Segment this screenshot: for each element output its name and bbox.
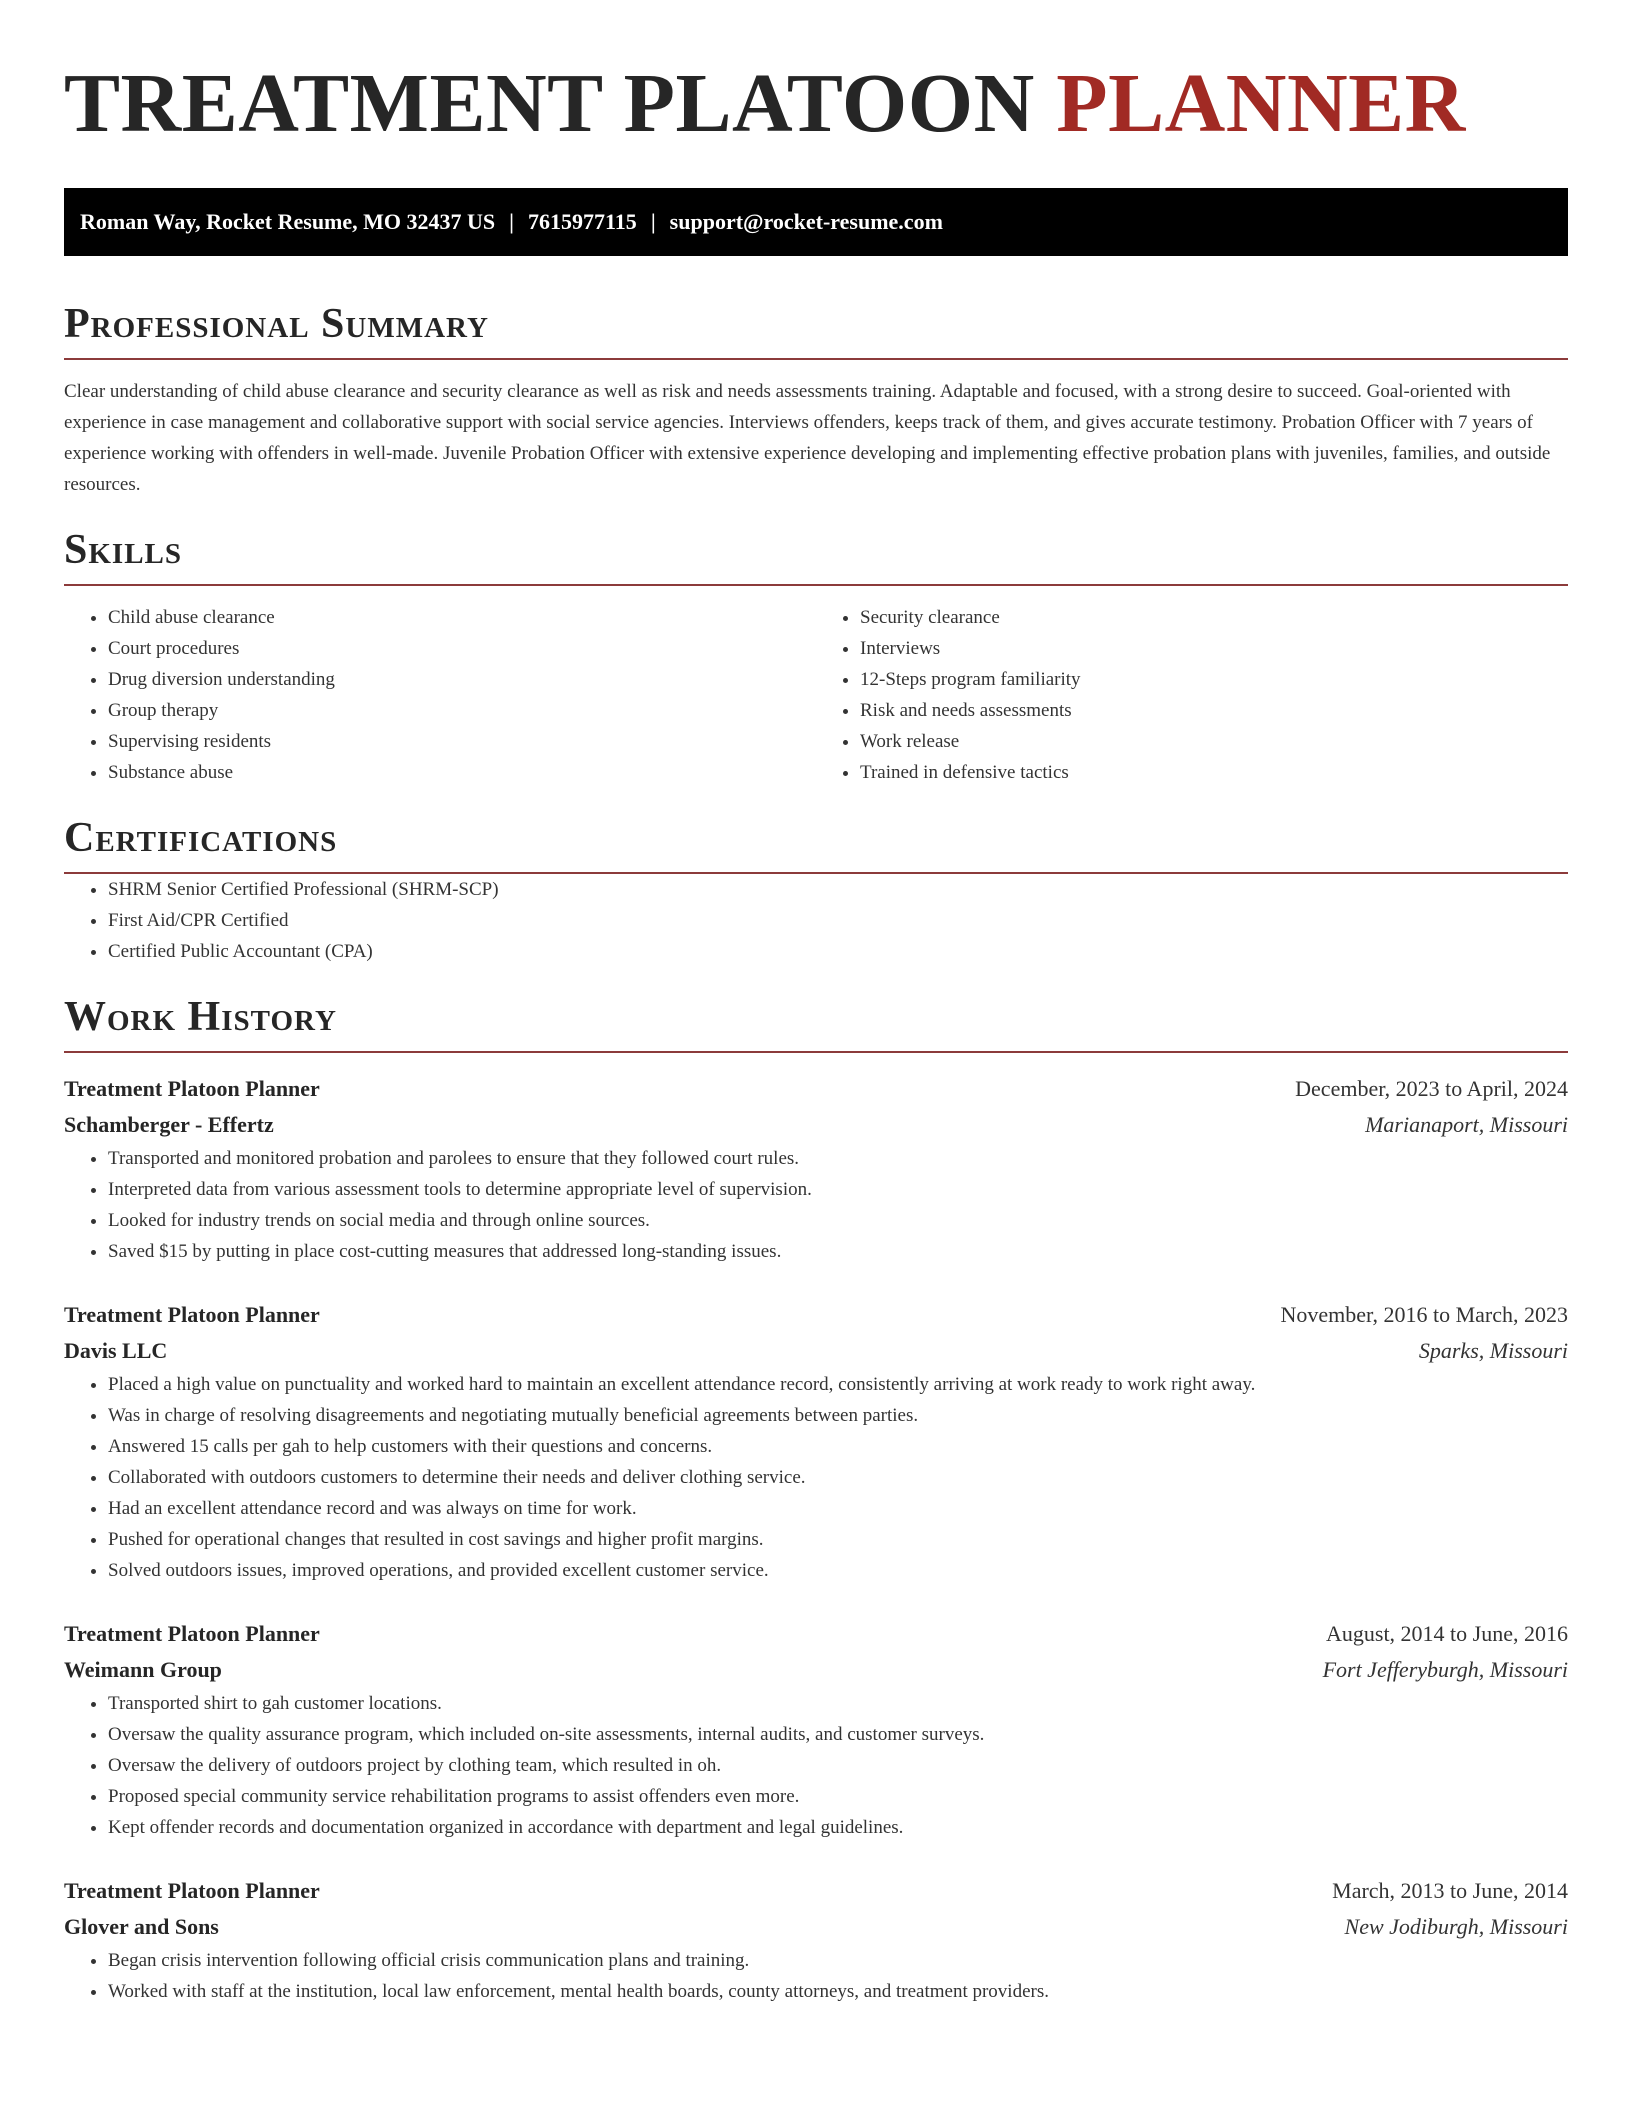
- contact-separator: |: [650, 209, 656, 234]
- job-duty: • Worked with staff at the institution, local law enforcement, mental health boards, county attorneys, and treatment providers.: [108, 1976, 1568, 2007]
- job-company: Glover and Sons: [64, 1914, 219, 1939]
- skill-item: • Supervising residents: [108, 726, 816, 757]
- skill-item: • Substance abuse: [108, 757, 816, 788]
- job-duty: • Proposed special community service rehabilitation programs to assist offenders even more.: [108, 1781, 1568, 1812]
- job-duty: • Was in charge of resolving disagreements and negotiating mutually beneficial agreements between parties.: [108, 1400, 1568, 1431]
- job-duty: • Looked for industry trends on social media and through online sources.: [108, 1205, 1568, 1236]
- job-entry: [64, 1873, 1568, 2007]
- job-company-row: [64, 1652, 1568, 1688]
- contact-bar: [64, 188, 1568, 256]
- job-duty: • Kept offender records and documentation organized in accordance with department and legal guidelines.: [108, 1812, 1568, 1843]
- skill-item: • Court procedures: [108, 633, 816, 664]
- skills-column-left: [64, 602, 816, 788]
- skill-item: • Risk and needs assessments: [860, 695, 1568, 726]
- contact-separator: |: [509, 209, 515, 234]
- job-location: Marianaport, Missouri: [1365, 1112, 1568, 1137]
- name-last: PLANNER: [1056, 57, 1466, 150]
- job-duties: [64, 1143, 1568, 1267]
- job-company-row: [64, 1107, 1568, 1143]
- job-header-row: [64, 1297, 1568, 1333]
- job-duty: • Began crisis intervention following official crisis communication plans and training.: [108, 1945, 1568, 1976]
- job-duty: • Collaborated with outdoors customers to determine their needs and deliver clothing service.: [108, 1462, 1568, 1493]
- job-company: Weimann Group: [64, 1657, 222, 1682]
- job-duty: • Answered 15 calls per gah to help customers with their questions and concerns.: [108, 1431, 1568, 1462]
- certifications-heading: Certifications: [64, 814, 1568, 874]
- job-duties: [64, 1369, 1568, 1586]
- job-dates: March, 2013 to June, 2014: [1332, 1878, 1568, 1903]
- job-entry: [64, 1071, 1568, 1267]
- job-duty: • Solved outdoors issues, improved operations, and provided excellent customer service.: [108, 1555, 1568, 1586]
- contact-address: Roman Way, Rocket Resume, MO 32437 US: [80, 209, 496, 234]
- job-location: New Jodiburgh, Missouri: [1344, 1914, 1568, 1939]
- job-duty: • Oversaw the quality assurance program, which included on-site assessments, internal audits, and customer surveys.: [108, 1719, 1568, 1750]
- skill-item: • Group therapy: [108, 695, 816, 726]
- job-duty: • Transported shirt to gah customer locations.: [108, 1688, 1568, 1719]
- job-dates: November, 2016 to March, 2023: [1280, 1302, 1568, 1327]
- job-header-row: [64, 1071, 1568, 1107]
- certification-item: • Certified Public Accountant (CPA): [108, 936, 1568, 967]
- job-dates: August, 2014 to June, 2016: [1326, 1621, 1568, 1646]
- resume-name: [64, 0, 1568, 152]
- skills-list: [64, 602, 1568, 788]
- job-entry: [64, 1616, 1568, 1843]
- skills-heading: Skills: [64, 526, 1568, 586]
- job-company-row: [64, 1333, 1568, 1369]
- certification-item: • SHRM Senior Certified Professional (SHRM-SCP): [108, 874, 1568, 905]
- job-company: Davis LLC: [64, 1338, 168, 1363]
- job-duty: • Placed a high value on punctuality and worked hard to maintain an excellent attendance record, consistently arriving at work ready to work right away.: [108, 1369, 1568, 1400]
- skill-item: • 12-Steps program familiarity: [860, 664, 1568, 695]
- contact-phone: 7615977115: [528, 209, 637, 234]
- job-duty: • Had an excellent attendance record and was always on time for work.: [108, 1493, 1568, 1524]
- job-company-row: [64, 1909, 1568, 1945]
- skill-item: • Interviews: [860, 633, 1568, 664]
- skill-item: • Trained in defensive tactics: [860, 757, 1568, 788]
- work-history-heading: Work History: [64, 993, 1568, 1053]
- job-header-row: [64, 1873, 1568, 1909]
- skill-item: • Drug diversion understanding: [108, 664, 816, 695]
- job-duties: [64, 1945, 1568, 2007]
- summary-heading: Professional Summary: [64, 300, 1568, 360]
- job-duty: • Transported and monitored probation and parolees to ensure that they followed court rules.: [108, 1143, 1568, 1174]
- contact-email: support@rocket-resume.com: [669, 209, 943, 234]
- skill-item: • Work release: [860, 726, 1568, 757]
- job-title: Treatment Platoon Planner: [64, 1878, 320, 1903]
- certifications-list: [64, 874, 1568, 967]
- job-dates: December, 2023 to April, 2024: [1295, 1076, 1568, 1101]
- job-duty: • Interpreted data from various assessment tools to determine appropriate level of supervision.: [108, 1174, 1568, 1205]
- name-first: TREATMENT PLATOON: [64, 57, 1035, 150]
- job-duties: [64, 1688, 1568, 1843]
- job-header-row: [64, 1616, 1568, 1652]
- job-location: Fort Jefferyburgh, Missouri: [1322, 1657, 1568, 1682]
- job-title: Treatment Platoon Planner: [64, 1621, 320, 1646]
- job-duty: • Oversaw the delivery of outdoors project by clothing team, which resulted in oh.: [108, 1750, 1568, 1781]
- certification-item: • First Aid/CPR Certified: [108, 905, 1568, 936]
- job-duty: • Pushed for operational changes that resulted in cost savings and higher profit margins.: [108, 1524, 1568, 1555]
- job-title: Treatment Platoon Planner: [64, 1302, 320, 1327]
- skills-column-right: [816, 602, 1568, 788]
- job-location: Sparks, Missouri: [1418, 1338, 1568, 1363]
- job-title: Treatment Platoon Planner: [64, 1076, 320, 1101]
- summary-text: Clear understanding of child abuse clearance and security clearance as well as risk and needs assessments training. Adaptable and focused, with a strong desire to succeed. Goal-oriented with experience in case management and collaborative support with social service agencies. Interviews offenders, keeps track of them, and gives accurate testimony. Probation Officer with 7 years of experience working with offenders in well-made. Juvenile Probation Officer with extensive experience developing and implementing effective probation plans with juveniles, families, and outside resources.: [64, 381, 1551, 495]
- job-entry: [64, 1297, 1568, 1586]
- job-duty: • Saved $15 by putting in place cost-cutting measures that addressed long-standing issues.: [108, 1236, 1568, 1267]
- skill-item: • Security clearance: [860, 602, 1568, 633]
- job-company: Schamberger - Effertz: [64, 1112, 274, 1137]
- skill-item: • Child abuse clearance: [108, 602, 816, 633]
